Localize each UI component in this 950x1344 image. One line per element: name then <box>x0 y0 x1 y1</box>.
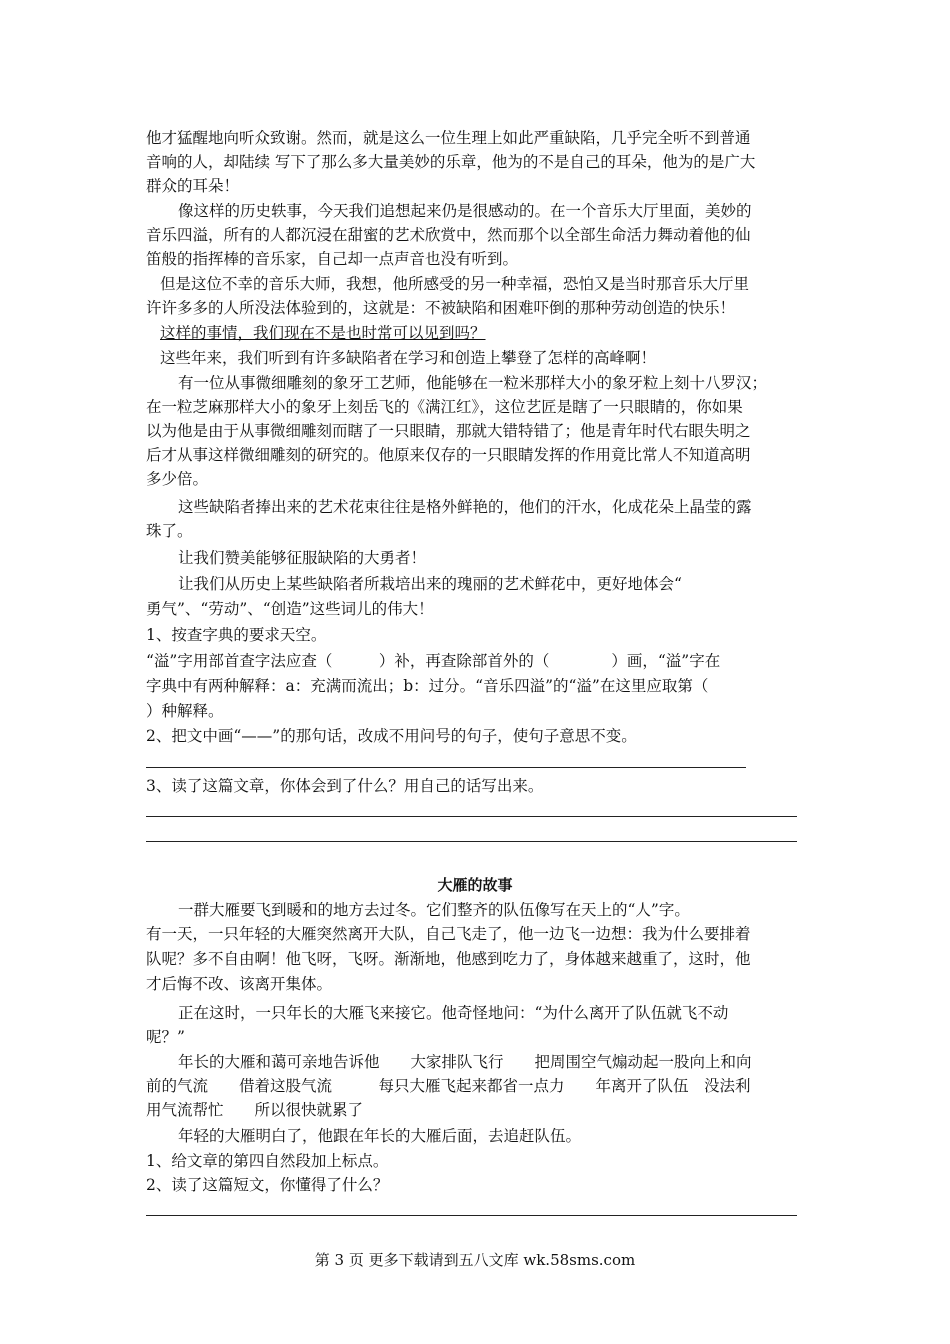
passage1-line-5: 音乐四溢，所有的人都沉浸在甜蜜的艺术欣赏中，然而那个以全部生命活力舞动着他的仙 <box>146 226 751 244</box>
passage1-line-1: 他才猛醒地向听众致谢。然而，就是这么一位生理上如此严重缺陷，几乎完全听不到普通 <box>146 129 751 147</box>
passage2-line-7: 年长的大雁和蔼可亲地告诉他 大家排队飞行 把周围空气煽动起一股向上和向 <box>178 1053 752 1071</box>
passage2-line-5: 正在这时，一只年长的大雁飞来接它。他奇怪地问：“为什么离开了队伍就飞不动 <box>178 1004 729 1022</box>
question-3: 3、读了这篇文章，你体会到了什么？用自己的话写出来。 <box>146 777 544 795</box>
story-question-2: 2、读了这篇短文，你懂得了什么？ <box>146 1176 389 1194</box>
passage1-line-6: 笛般的指挥棒的音乐家，自己却一点声音也没有听到。 <box>146 250 519 268</box>
story-question-1: 1、给文章的第四自然段加上标点。 <box>146 1152 389 1170</box>
passage1-line-2: 音响的人，却陆续 写下了那么多大量美妙的乐章，他为的不是自己的耳朵，他为的是广大 <box>146 153 756 171</box>
passage1-line-3: 群众的耳朵！ <box>146 177 240 195</box>
passage1-line-11: 有一位从事微细雕刻的象牙工艺师，他能够在一粒米那样大小的象牙粒上刻十八罗汉； <box>178 374 768 392</box>
passage1-line-12: 在一粒芝麻那样大小的象牙上刻岳飞的《满江红》，这位艺匠是瞎了一只眼睛的，你如果 <box>146 398 743 416</box>
answer-line-q3-2 <box>146 841 797 842</box>
passage1-line-15: 多少倍。 <box>146 470 209 488</box>
passage1-line-10: 这些年来，我们听到有许多缺陷者在学习和创造上攀登了怎样的高峰啊！ <box>160 349 657 367</box>
passage1-line-14: 后才从事这样微细雕刻的研究的。他原来仅存的一只眼睛发挥的作用竟比常人不知道高明 <box>146 446 751 464</box>
passage1-line-4: 像这样的历史轶事，今天我们追想起来仍是很感动的。在一个音乐大厅里面，美妙的 <box>178 202 752 220</box>
answer-line-story-q2 <box>146 1215 797 1216</box>
page-footer: 第 3 页 更多下载请到五八文库 wk.58sms.com <box>314 1251 636 1269</box>
answer-line-q3-1 <box>146 816 797 817</box>
answer-line-q2 <box>146 767 746 768</box>
passage2-line-9: 用气流帮忙 所以很快就累了 <box>146 1101 364 1119</box>
passage2-line-2: 有一天，一只年轻的大雁突然离开大队，自己飞走了，他一边飞一边想：我为什么要排着 <box>146 925 751 943</box>
question-1: 1、按查字典的要求天空。 <box>146 626 327 644</box>
passage1-line-8: 许许多多的人所没法体验到的，这就是：不被缺陷和困难吓倒的那种劳动创造的快乐！ <box>146 299 736 317</box>
passage2-line-10: 年轻的大雁明白了，他跟在年长的大雁后面，去追赶队伍。 <box>178 1127 582 1145</box>
passage1-line-20: 勇气”、“劳动”、“创造”这些词儿的伟大！ <box>146 600 434 618</box>
question-1-line-b: 字典中有两种解释：a：充满而流出；b：过分。“音乐四溢”的“溢”在这里应取第（ <box>146 677 709 695</box>
question-1-line-c: ）种解释。 <box>146 702 224 720</box>
passage2-line-3: 队呢？多不自由啊！他飞呀，飞呀。渐渐地，他感到吃力了，身体越来越重了，这时，他 <box>146 950 751 968</box>
passage2-line-1: 一群大雁要飞到暖和的地方去过冬。它们整齐的队伍像写在天上的“人”字。 <box>178 901 690 919</box>
passage1-line-19: 让我们从历史上某些缺陷者所栽培出来的瑰丽的艺术鲜花中，更好地体会“ <box>178 575 682 593</box>
passage1-line-7: 但是这位不幸的音乐大师，我想，他所感受的另一种幸福，恐怕又是当时那音乐大厅里 <box>160 275 750 293</box>
story-title: 大雁的故事 <box>437 876 513 894</box>
passage1-line-13: 以为他是由于从事微细雕刻而瞎了一只眼睛，那就大错特错了；他是青年时代右眼失明之 <box>146 422 751 440</box>
passage1-line-16: 这些缺陷者捧出来的艺术花束往往是格外鲜艳的，他们的汗水，化成花朵上晶莹的露 <box>178 498 752 516</box>
question-1-line-a: “溢”字用部首查字法应查（ ）补，再查除部首外的（ ）画，“溢”字在 <box>146 652 721 670</box>
passage2-line-6: 呢？” <box>146 1028 185 1046</box>
passage2-line-4: 才后悔不改、该离开集体。 <box>146 975 333 993</box>
question-2: 2、把文中画“——”的那句话，改成不用问号的句子，使句子意思不变。 <box>146 727 637 745</box>
passage1-line-17: 珠了。 <box>146 522 193 540</box>
passage2-line-8: 前的气流 借着这股气流 每只大雁飞起来都省一点力 年离开了队伍 没法利 <box>146 1077 751 1095</box>
passage1-line-18: 让我们赞美能够征服缺陷的大勇者！ <box>178 549 427 567</box>
underlined-sentence: 这样的事情，我们现在不是也时常可以见到吗？ <box>160 324 486 342</box>
